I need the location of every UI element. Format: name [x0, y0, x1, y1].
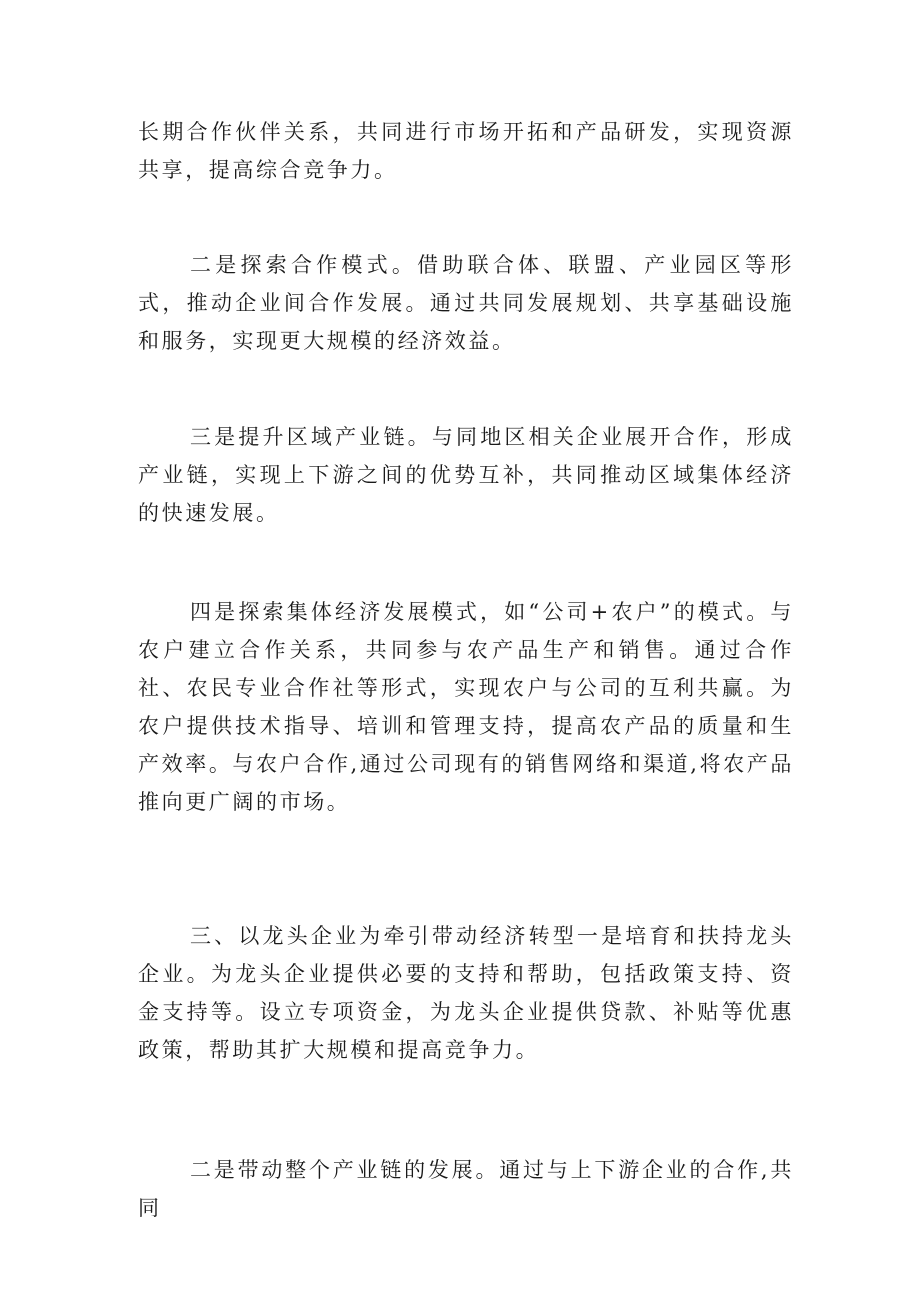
paragraph-industry-chain: 三是提升区域产业链。与同地区相关企业展开合作，形成产业链，实现上下游之间的优势互补，共同推动区域集体经济的快速发展。: [138, 425, 794, 525]
paragraph-partnership: 长期合作伙伴关系，共同进行市场开拓和产品研发，实现资源共享，提高综合竞争力。: [138, 120, 794, 182]
paragraph-leading-enterprises: 三、以龙头企业为牵引带动经济转型一是培育和扶持龙头企业。为龙头企业提供必要的支持和帮助，包括政策支持、资金支持等。设立专项资金，为龙头企业提供贷款、补贴等优惠政策，帮助其扩大规模和提高竞争力。: [138, 924, 794, 1062]
paragraph-cooperation-model: 二是探索合作模式。借助联合体、联盟、产业园区等形式，推动企业间合作发展。通过共同发展规划、共享基础设施和服务，实现更大规模的经济效益。: [138, 253, 794, 353]
paragraph-whole-chain: 二是带动整个产业链的发展。通过与上下游企业的合作,共同: [138, 1158, 794, 1220]
paragraph-collective-economy: 四是探索集体经济发展模式，如“公司+农户”的模式。与农户建立合作关系，共同参与农产品生产和销售。通过合作社、农民专业合作社等形式，实现农户与公司的互利共赢。为农户提供技术指导、培训和管理支持，提高农产品的质量和生产效率。与农户合作,通过公司现有的销售网络和渠道,将农产品推向更广阔的市场。: [138, 600, 794, 814]
